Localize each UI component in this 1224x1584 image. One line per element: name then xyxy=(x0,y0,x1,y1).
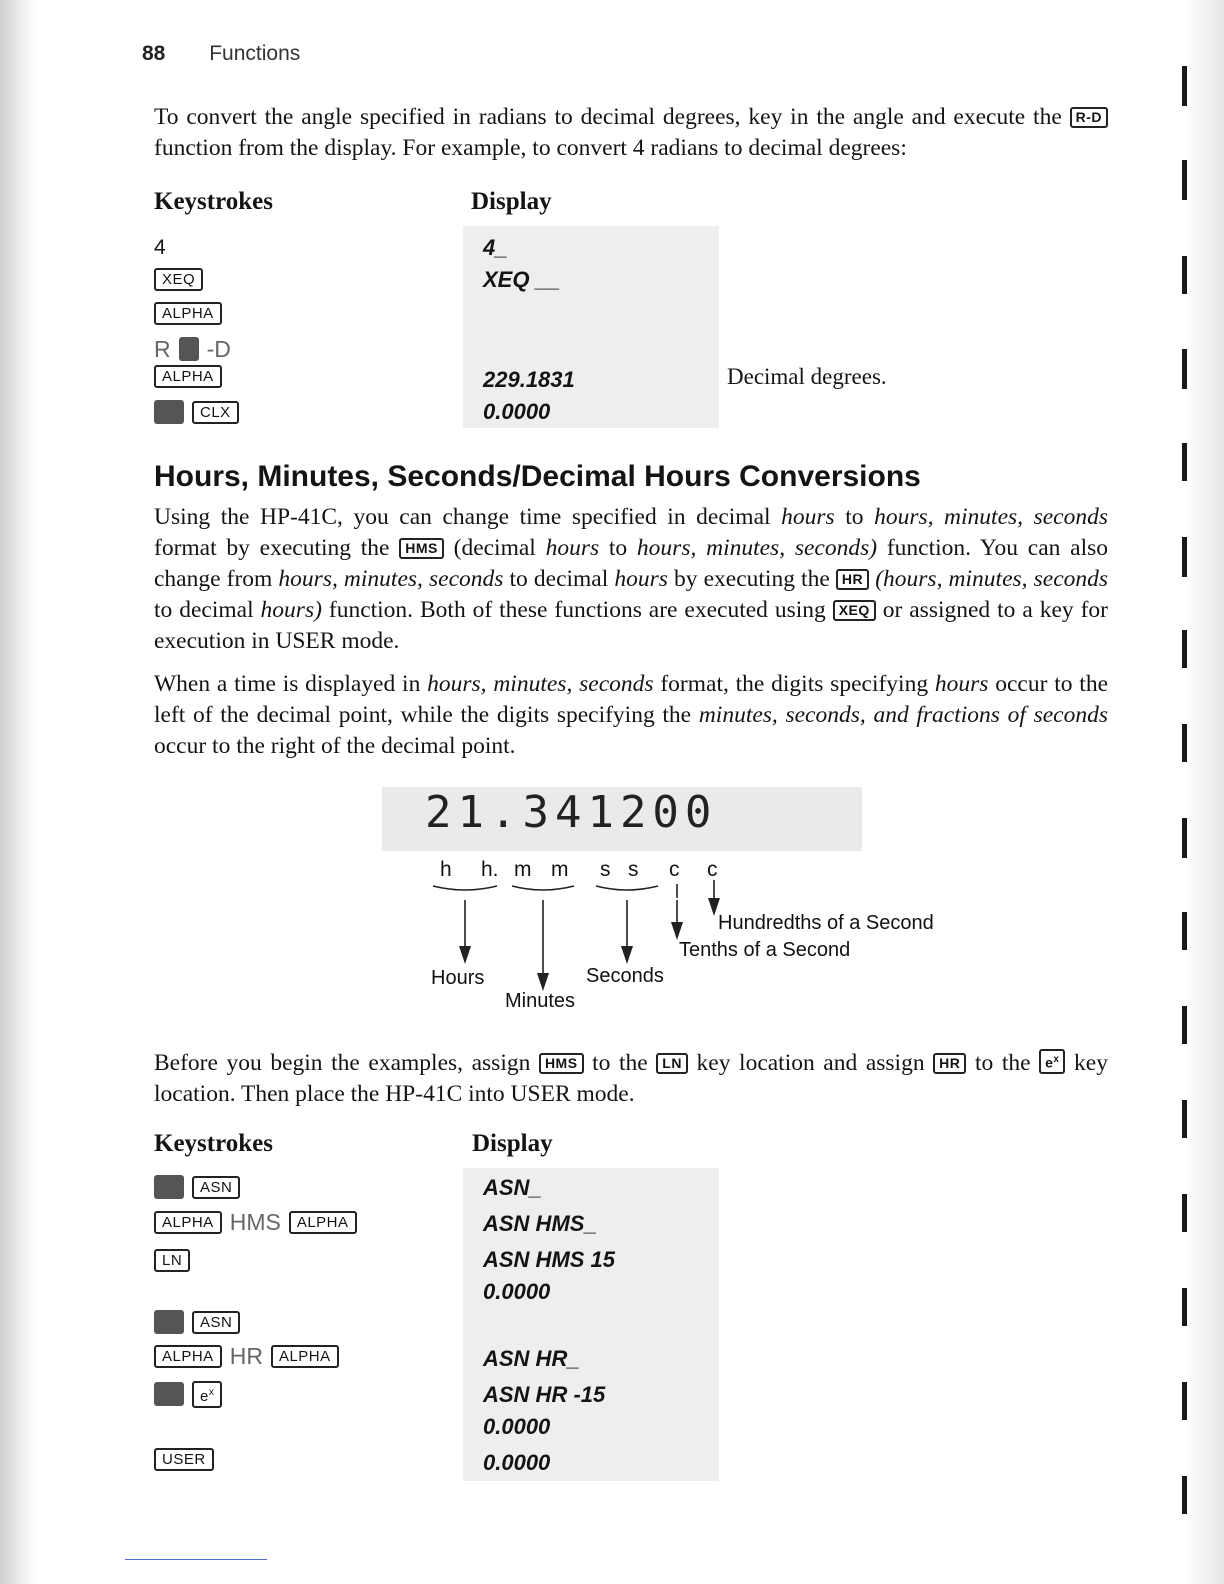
section-name: Functions xyxy=(209,42,301,65)
digit-letter: m xyxy=(514,858,532,881)
display-value: ASN HMS_ xyxy=(483,1211,597,1236)
asn-key: ASN xyxy=(192,1176,240,1199)
ex-key: $e^x$ xyxy=(1039,1049,1065,1074)
alpha-key: ALPHA xyxy=(154,302,222,325)
display-value: 229.1831 xyxy=(483,367,575,392)
hours-label: Hours xyxy=(431,967,485,989)
user-key: USER xyxy=(154,1448,214,1471)
alpha-key: ALPHA xyxy=(289,1211,357,1234)
digit-letter: m xyxy=(551,858,569,881)
alpha-key: ALPHA xyxy=(271,1345,339,1368)
keystroke-row xyxy=(154,1246,190,1274)
keystroke-row: R -D xyxy=(154,335,231,362)
digits-paragraph: When a time is displayed in hours, minutes, seconds format, the digits specifying hours occur to the left of the decimal point, while the digits specifying the minutes, seconds, and fractions of seconds occur to the right of the decimal point. xyxy=(154,671,1108,759)
ex-key: $e^x$ xyxy=(192,1381,222,1408)
ln-key: LN xyxy=(656,1053,688,1074)
hms-key: HMS xyxy=(539,1053,584,1074)
hours-brace xyxy=(433,886,497,890)
ln-key: LN xyxy=(154,1249,190,1272)
tenths-arrowhead xyxy=(671,922,683,940)
hr-key: HR xyxy=(836,569,869,590)
seconds-arrowhead xyxy=(621,946,633,964)
display-value: 0.0000 xyxy=(483,1450,551,1475)
minutes-label: Minutes xyxy=(505,990,576,1012)
display-value: ASN HMS 15 xyxy=(483,1247,616,1272)
digit-letter: c xyxy=(707,858,718,881)
seconds-label: Seconds xyxy=(586,965,664,987)
keystrokes-header: Keystrokes xyxy=(154,188,273,215)
display-value: XEQ __ xyxy=(483,267,561,292)
hr-key: HR xyxy=(933,1053,966,1074)
shift-key-icon xyxy=(154,1175,184,1199)
keystroke-row xyxy=(154,1173,240,1201)
section-title: Hours, Minutes, Seconds/Decimal Hours Conversions xyxy=(154,460,921,493)
intro-paragraph: To convert the angle specified in radians to decimal degrees, key in the angle and execute the R-D function from the display. For example, to convert 4 radians to decimal degrees: xyxy=(154,102,1108,164)
display-value: ASN_ xyxy=(483,1175,542,1200)
digit-letter: h. xyxy=(481,858,499,881)
shift-key-icon xyxy=(154,1310,184,1334)
hms-key: HMS xyxy=(399,538,444,559)
decimal-degrees-note: Decimal degrees. xyxy=(727,364,887,389)
keystroke-row: ALPHA HR ALPHA xyxy=(154,1342,339,1370)
hundredths-label: Hundredths of a Second xyxy=(718,912,934,934)
display-value: ASN HR -15 xyxy=(483,1382,606,1407)
xeq-key: XEQ xyxy=(833,600,876,621)
alpha-key: ALPHA xyxy=(154,1345,222,1368)
page-number: 88 xyxy=(142,42,166,65)
keystroke-row: 4 xyxy=(154,236,166,259)
digit-letter: h xyxy=(440,858,452,881)
display-header: Display xyxy=(471,188,552,215)
digit-letter: c xyxy=(669,858,680,881)
keystroke-row xyxy=(154,1380,222,1408)
hms-paragraph: Using the HP-41C, you can change time specified in decimal hours to hours, minutes, seconds format by executing the HMS (decimal hours to hours, minutes, seconds) function. You can also change from hours, minutes, seconds to decimal hours by executing the HR (hours, minutes, seconds to decimal hours) function. Both of these functions are executed using XEQ or assigned to a key for execution in USER mode. xyxy=(154,504,1109,654)
asn-key: ASN xyxy=(192,1311,240,1334)
xeq-key: XEQ xyxy=(154,268,203,291)
keystrokes-header: Keystrokes xyxy=(154,1130,273,1157)
digit-letter: s xyxy=(600,858,611,881)
r-d-key: R-D xyxy=(1070,107,1108,128)
keystroke-row xyxy=(154,1308,240,1336)
display-header: Display xyxy=(472,1130,553,1157)
display-value: 0.0000 xyxy=(483,1279,551,1304)
digit-letter: s xyxy=(628,858,639,881)
minutes-brace xyxy=(512,886,574,890)
shift-key-icon xyxy=(154,1382,184,1406)
tenths-label: Tenths of a Second xyxy=(679,939,851,961)
lcd-readout: 21.341200 xyxy=(425,787,718,838)
clx-key: CLX xyxy=(192,401,239,424)
keystroke-row xyxy=(154,1445,214,1473)
alpha-key: ALPHA xyxy=(154,1211,222,1234)
display-value: ASN HR_ xyxy=(483,1346,580,1371)
minutes-arrowhead xyxy=(537,973,549,991)
display-value: 0.0000 xyxy=(483,399,551,424)
alpha-key: ALPHA xyxy=(154,365,222,388)
seconds-brace xyxy=(596,886,658,890)
display-value: 4_ xyxy=(483,235,508,260)
assign-paragraph: Before you begin the examples, assign HMS to the LN key location and assign HR to the $e^x$ key location. Then place the HP-41C into USER mode. xyxy=(154,1050,1108,1107)
display-value: 0.0000 xyxy=(483,1414,551,1439)
keystroke-row: ALPHA HMS ALPHA xyxy=(154,1208,357,1236)
scan-artifact-line xyxy=(125,1559,267,1560)
hours-arrowhead xyxy=(459,946,471,964)
